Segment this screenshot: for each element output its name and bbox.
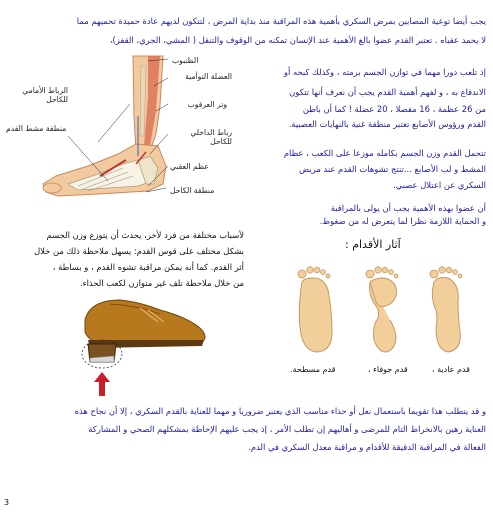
- footprint-normal-icon: [420, 262, 475, 357]
- foot-anatomy-illustration: [38, 56, 188, 216]
- left-col-line-4: من خلال ملاحظة تلف غير متوازن لكعب الحذاء.: [80, 278, 244, 288]
- label-internal-ligament: رباط الداخلي للكاحل: [190, 128, 232, 146]
- right-col-line-3: من 26 عظمة ، 16 مفصلا ، 20 عضلة ! كما أن باطن: [302, 104, 486, 114]
- right-col-line-7: السكري عن اعتلال عصبي.: [393, 180, 486, 190]
- intro-line-2: لا يحمد عقباه . تعتبر القدم عضوا بالغ الأهمية عند الإنسان تمكنه من الوقوف والتنقل ( المشي، الجري، القفز)،: [109, 35, 486, 45]
- left-col-line-2: بشكل مختلف على قوس القدم: يسهل ملاحظة ذلك من خلال: [34, 246, 244, 256]
- bottom-line-3: الفعالة في المراقبة الدقيقة للأقدام و مراقبة معدل السكري في الدم.: [248, 442, 486, 452]
- label-soleus: العضلة التوأمية: [185, 72, 232, 81]
- right-col-line-5: تتحمل القدم وزن الجسم بكامله موزعا على الكعب ، عظام: [283, 148, 486, 158]
- right-col-line-1: إذ تلعب دورا مهما في توازن الجسم برمته ، وكذلك كبحه أو: [283, 67, 486, 77]
- right-col-line-9: و الحماية اللازمة نظرا لما يتعرض له من ضغوط.: [319, 216, 486, 226]
- label-tibia: الظنبوب: [172, 56, 199, 65]
- footprint-flat-label: قدم مسطحة.: [290, 365, 336, 374]
- right-col-line-6: المشط و لب الأصابع ...تنتج تشوهات القدم عند مريض: [299, 164, 486, 174]
- right-col-line-4: القدم ورؤوس الأصابع تعتبر منطقة غنية بالنهايات العصبية.: [288, 119, 486, 129]
- footprint-normal-label: قدم عادية ،: [432, 365, 470, 374]
- bottom-line-2: العناية رهين بالانخراط التام للمرضى و أهاليهم إن تطلب الأمر ، إذ يجب عليهم الإحاطة بمشكلهم الصحي و المشاركة: [88, 424, 486, 434]
- shoe-heel-illustration: [80, 292, 210, 397]
- label-metatarsal-region: منطقة مشط القدم: [6, 124, 67, 133]
- footprint-flat-icon: [288, 262, 343, 357]
- left-col-line-1: لأسباب مختلفة من فرد لأخر، يحدث أن يتوزع وزن الجسم: [46, 230, 244, 240]
- right-col-line-2: الاندفاع به ، و لفهم أهمية القدم يجب أن نعرف أنها تتكون: [289, 87, 486, 97]
- label-ankle-region: منطقة الكاحل: [170, 186, 215, 195]
- label-heel-bone: عظم العقبي: [170, 162, 209, 171]
- page-number: 3: [4, 498, 10, 507]
- right-col-line-8: أن عضوا بهذه الأهمية يجب أن يولى بالمراقبة: [330, 203, 486, 213]
- bottom-line-1: و قد يتطلب هذا تقويما باستعمال نعل أو حذاء مناسب الذي يعتبر ضروريا و مهما للعناية بالقدم السكري ، إلا أن نجاح هذه: [74, 406, 486, 416]
- footprint-hollow-label: قدم جوفاء ،: [368, 365, 408, 374]
- label-anterior-ligament: الرباط الأمامي للكاحل: [22, 86, 68, 104]
- left-col-line-3: أثر القدم. كما أنه يمكن مراقبة تشوه القدم ، و بساطة ،: [52, 262, 244, 272]
- footprint-hollow-icon: [356, 262, 411, 357]
- footprints-heading: آثار الأقدام :: [345, 238, 401, 251]
- intro-line-1: يجب أيضا توعية المصابين بمرض السكري بأهمية هذه المراقبة منذ بداية المرض ، لتتكون لديهم عادة حميدة تحميهم مما: [76, 16, 486, 26]
- label-achilles-tendon: وتر العرقوب: [187, 100, 227, 109]
